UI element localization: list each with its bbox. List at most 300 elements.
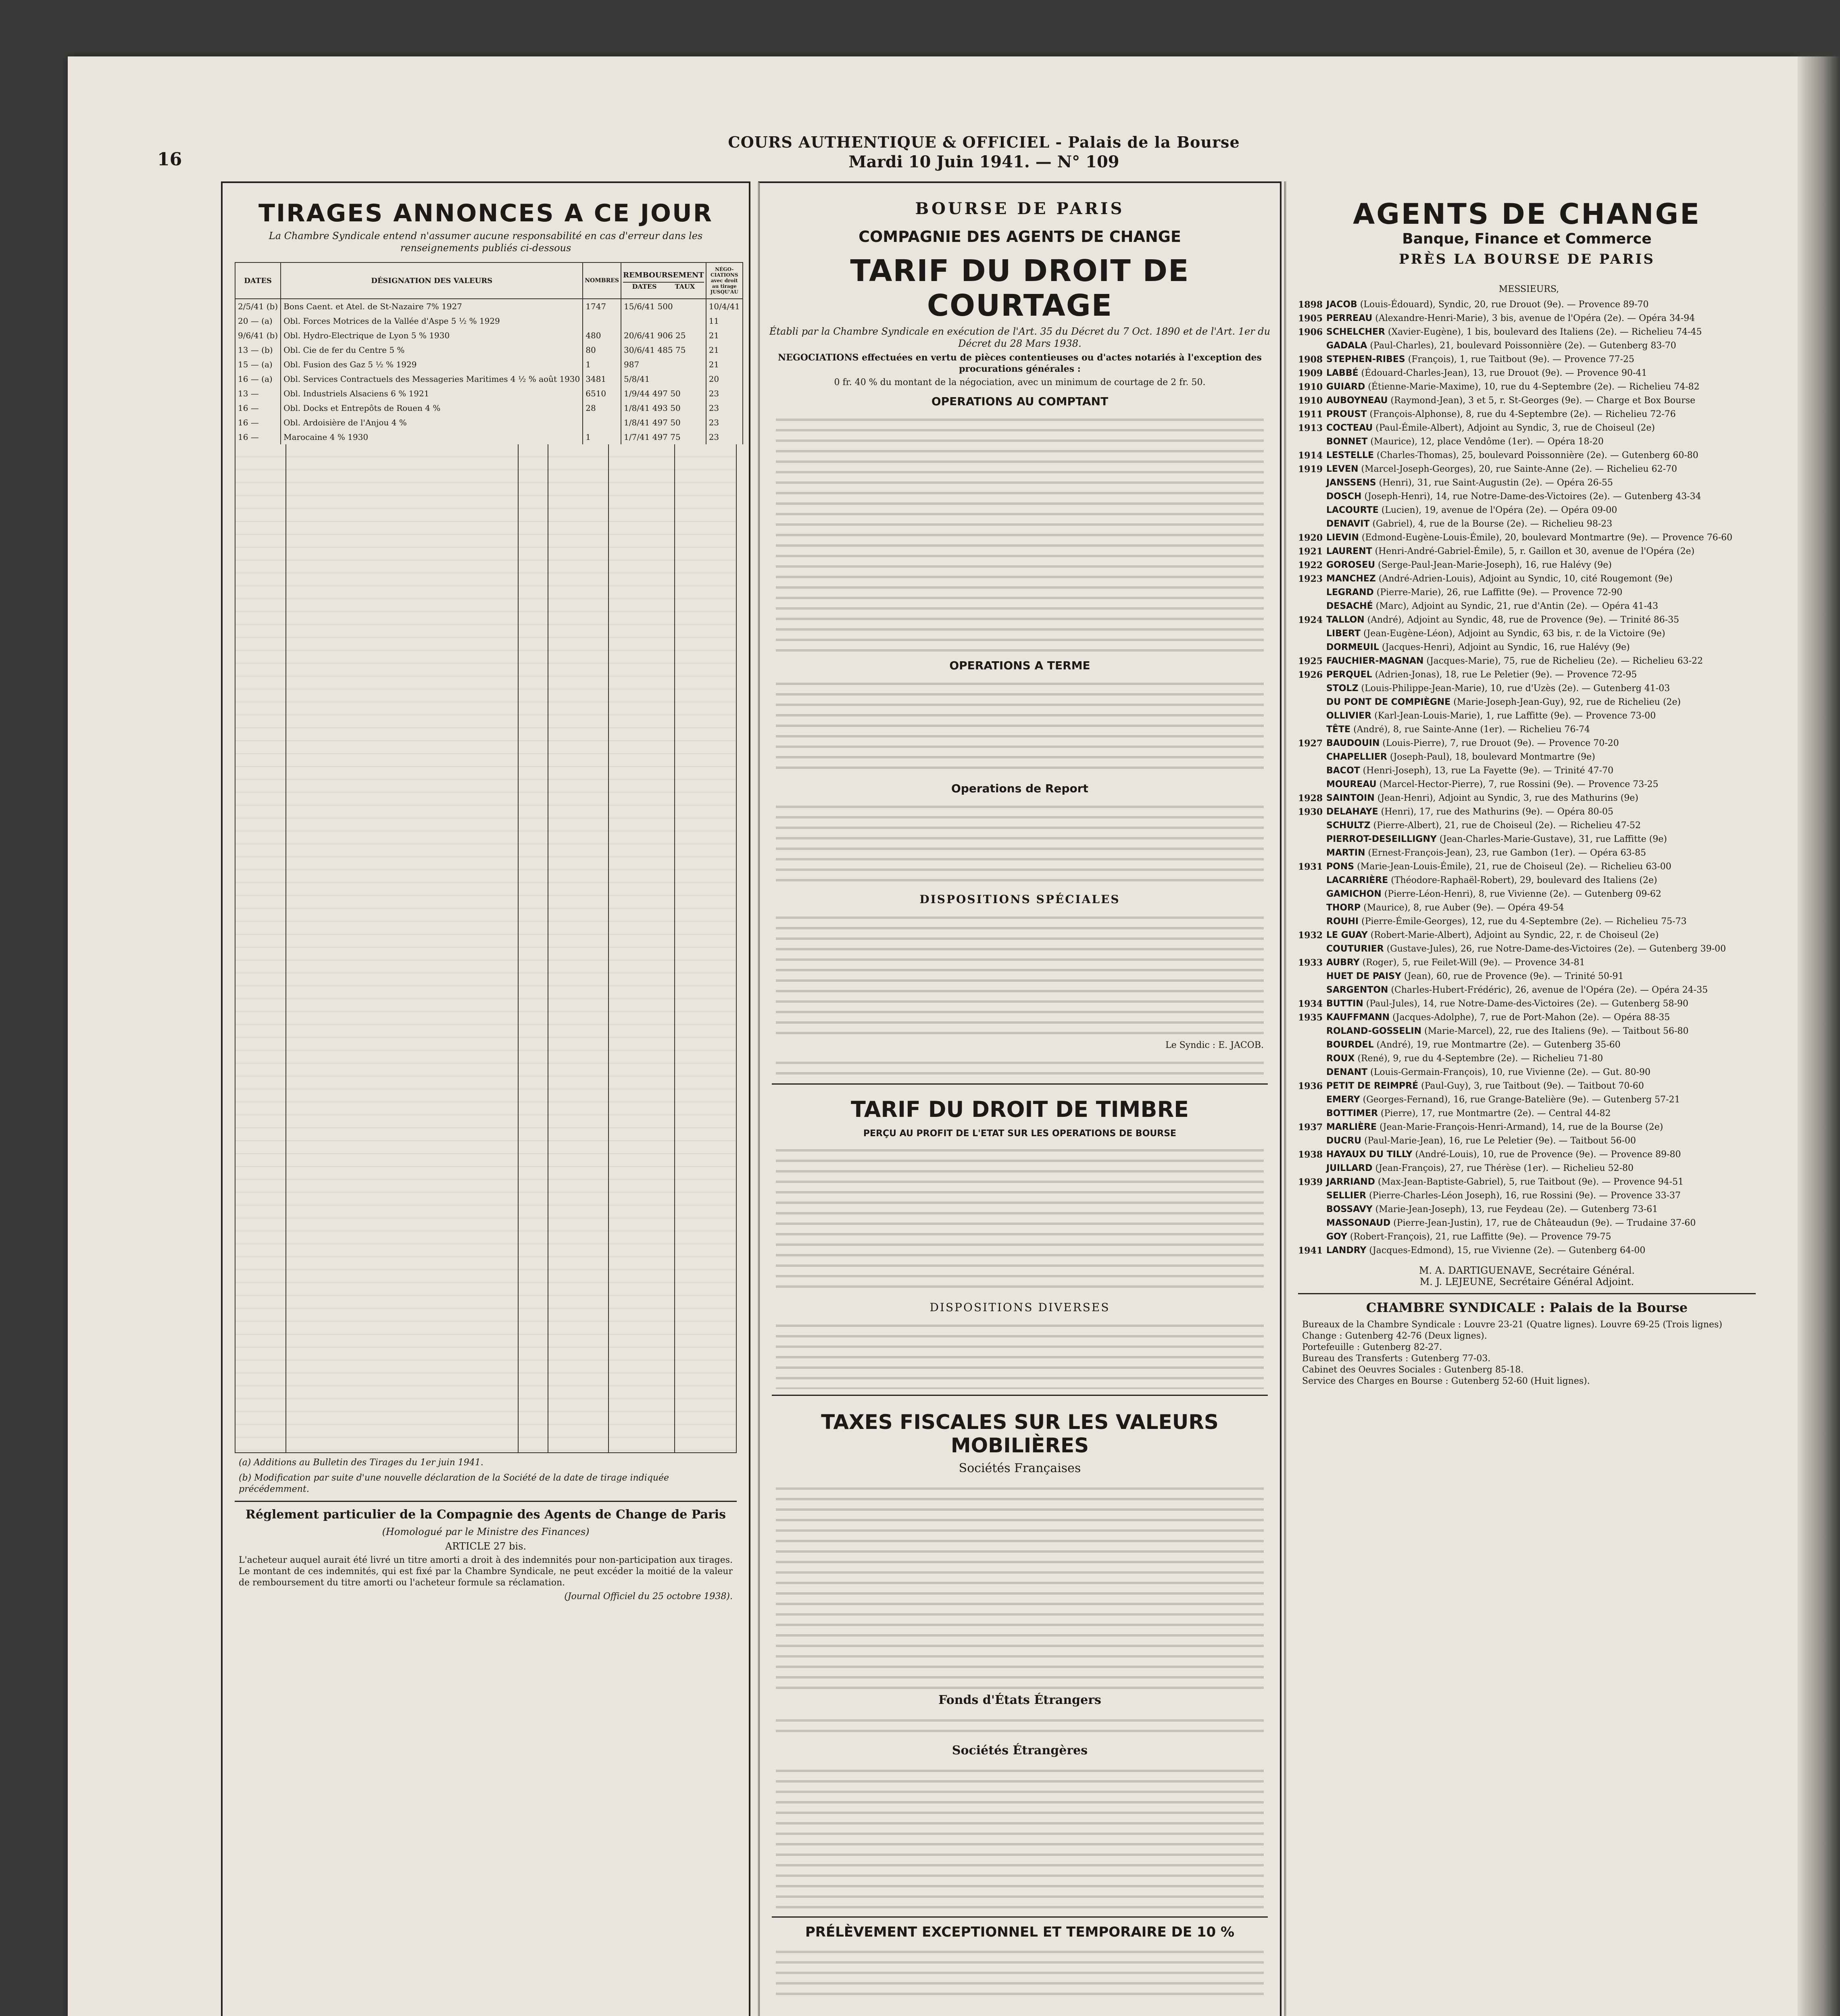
agent-name: MASSONAUD [1326,1218,1391,1228]
agent-name: BONNET [1326,437,1368,447]
agent-address: (Pierre-Albert), 21, rue de Choiseul (2e). — Richelieu 47-52 [1373,821,1641,831]
agent-address: (André), Adjoint au Syndic, 48, rue de Provence (9e). — Trinité 86-35 [1367,615,1680,625]
text-block [776,1141,1264,1294]
agent-entry [1298,367,1760,379]
agents-title: AGENTS DE CHANGE [1353,198,1701,231]
th-designation: DÉSIGNATION DES VALEURS [281,262,583,299]
agent-entry [1298,984,1760,996]
agent-year [1298,340,1326,352]
agent-entry [1298,395,1760,407]
agent-details [1326,587,1760,599]
publication-title: COURS AUTHENTIQUE & OFFICIEL - Palais de la Bourse [728,133,1240,151]
agent-name: COCTEAU [1326,423,1373,433]
agent-address: (André-Adrien-Louis), Adjoint au Syndic, 10, cité Rougemont (9e) [1378,574,1673,584]
agent-year: 1937 [1298,1122,1323,1133]
agent-details [1326,450,1760,462]
agent-address: (Étienne-Marie-Maxime), 10, rue du 4-Septembre (2e). — Richelieu 74-82 [1368,382,1700,392]
agent-address: (Pierre), 17, rue Montmartre (2e). — Central 44-82 [1381,1108,1611,1118]
agent-address: (Paul-Jules), 14, rue Notre-Dame-des-Victoires (2e). — Gutenberg 58-90 [1366,999,1688,1009]
cell-remb [621,299,706,314]
agent-name: BOSSAVY [1326,1204,1373,1214]
table-row [235,372,743,386]
cell-date: 20 — (a) [235,314,281,328]
agent-address: (Louis-Pierre), 7, rue Drouot (9e). — Provence 70-20 [1382,738,1619,748]
agent-name: DELAHAYE [1326,807,1378,817]
agent-year [1298,436,1326,448]
cell-date: 2/5/41 (b) [235,299,281,314]
agent-name: KAUFFMANN [1326,1012,1390,1023]
agent-details [1326,902,1760,914]
agent-name: AUBOYNEAU [1326,396,1388,406]
timbre-sub: PERÇU AU PROFIT DE L'ETAT SUR LES OPERATIONS DE BOURSE [863,1129,1177,1139]
cell-date: 16 — [235,401,281,415]
agent-entry [1298,1231,1760,1243]
agent-address: (Maurice), 12, place Vendôme (1er). — Opéra 18-20 [1370,437,1604,447]
agent-year [1298,779,1326,791]
agent-year: 1933 [1298,958,1323,968]
agent-details [1326,724,1760,736]
cell-nombre: 3481 [583,372,621,386]
cell-date: 16 — [235,430,281,444]
agent-details [1326,1190,1760,1202]
agent-address: (Charles-Thomas), 25, boulevard Poissonnière (2e). — Gutenberg 60-80 [1377,450,1698,460]
agent-year: 1910 [1298,382,1323,392]
agent-address: (Xavier-Eugène), 1 bis, boulevard des Italiens (2e). — Richelieu 74-45 [1388,327,1702,337]
cell-date: 13 — (b) [235,343,281,357]
cell-nombre: 28 [583,401,621,415]
cell-nego: 23 [706,430,743,444]
agent-entry [1298,1108,1760,1120]
cell-designation: Marocaine 4 % 1930 [281,430,583,444]
agent-name: LABBÉ [1326,368,1359,378]
agent-name: LEGRAND [1326,587,1374,598]
agent-details [1326,957,1760,969]
agent-entry [1298,1012,1760,1024]
agent-name: BOURDEL [1326,1040,1374,1050]
agent-details [1326,532,1760,544]
op-terme-heading: OPERATIONS A TERME [949,659,1090,672]
agent-name: LACARRIÈRE [1326,875,1388,885]
cell-remb [621,314,706,328]
agent-name: EMERY [1326,1095,1360,1105]
agent-details [1326,971,1760,983]
agents-sub: Banque, Finance et Commerce [1402,231,1652,247]
agent-entry [1298,477,1760,489]
agent-address: (Roger), 5, rue Feilet-Will (9e). — Provence 34-81 [1362,958,1585,968]
agent-year: 1911 [1298,409,1323,420]
cell-remb [621,357,706,372]
cell-remb-taux: 987 [624,360,640,369]
agent-address: (Paul-Marie-Jean), 16, rue Le Peletier (9e). — Taitbout 56-00 [1364,1136,1636,1146]
agent-address: (Pierre-Émile-Georges), 12, rue du 4-Septembre (2e). — Richelieu 75-73 [1361,916,1687,927]
bourse-heading: BOURSE DE PARIS [915,199,1125,218]
agent-name: BUTTIN [1326,999,1363,1009]
agent-address: (Raymond-Jean), 3 et 5, r. St-Georges (9e). — Charge et Box Bourse [1390,396,1696,406]
agent-entry [1298,504,1760,516]
agent-year: 1910 [1298,396,1323,406]
agent-details [1326,1204,1760,1216]
agent-year [1298,600,1326,612]
agent-entry [1298,1176,1760,1188]
agent-entry [1298,1080,1760,1092]
tirages-note: La Chambre Syndicale entend n'assumer aucune responsabilité en cas d'erreur dans les renseignements publiés ci-dessous [269,230,703,254]
agents-sub2: PRÈS LA BOURSE DE PARIS [1399,251,1655,267]
cell-remb-taux: 493 50 [652,403,681,413]
table-row [235,343,743,357]
agent-name: LEVEN [1326,464,1359,474]
agent-details [1326,1245,1760,1257]
agent-entry [1298,628,1760,640]
agent-address: (Paul-Guy), 3, rue Taitbout (9e). — Taitbout 70-60 [1421,1081,1644,1091]
agent-name: PONS [1326,862,1354,872]
agent-address: (Serge-Paul-Jean-Marie-Joseph), 16, rue Halévy (9e) [1378,560,1612,570]
cell-remb-taux: 500 [657,302,673,311]
cell-designation: Obl. Hydro-Electrique de Lyon 5 % 1930 [281,328,583,343]
agent-year [1298,833,1326,846]
agent-entry [1298,820,1760,832]
cell-nego: 23 [706,415,743,430]
agent-name: MARLIÈRE [1326,1122,1377,1132]
agent-entry [1298,450,1760,462]
agent-year [1298,710,1326,722]
cell-designation: Obl. Services Contractuels des Messageries Maritimes 4 ½ % août 1930 [281,372,583,386]
agent-name: BACOT [1326,766,1360,776]
agent-year [1298,1025,1326,1037]
agent-year: 1898 [1298,300,1323,310]
cell-remb-taux: 497 50 [652,389,681,398]
agent-name: BOTTIMER [1326,1108,1378,1118]
cell-remb-date: 5/8/41 [624,374,650,384]
agent-name: PERQUEL [1326,670,1372,680]
agent-details [1326,559,1760,571]
agent-name: GADALA [1326,341,1367,351]
agent-address: (Pierre-Léon-Henri), 8, rue Vivienne (2e). — Gutenberg 09-62 [1384,889,1661,899]
agent-year [1298,1217,1326,1229]
agent-year [1298,751,1326,763]
agent-address: (Jean-Henri), Adjoint au Syndic, 3, rue des Mathurins (9e) [1377,793,1638,803]
cell-remb-date: 1/8/41 [624,403,650,413]
agent-entry [1298,861,1760,873]
agent-year: 1941 [1298,1245,1323,1256]
soc-etr-heading: Sociétés Étrangères [952,1743,1088,1758]
agent-address: (Edmond-Eugène-Louis-Émile), 20, boulevard Montmartre (9e). — Provence 76-60 [1361,533,1733,543]
cell-remb [621,343,706,357]
agent-details [1326,573,1760,585]
agent-entry [1298,806,1760,818]
agent-name: GUIARD [1326,382,1365,392]
chambre-line: Service des Charges en Bourse : Gutenberg 52-60 (Huit lignes). [1302,1376,1590,1386]
agent-entry [1298,1204,1760,1216]
agent-name: DENANT [1326,1067,1368,1077]
agent-name: LANDRY [1326,1245,1367,1256]
agent-year [1298,1094,1326,1106]
agent-details [1326,737,1760,750]
cell-remb [621,328,706,343]
agent-address: (Karl-Jean-Louis-Marie), 1, rue Laffitte (9e). — Provence 73-00 [1374,711,1656,721]
agent-year: 1936 [1298,1081,1323,1091]
agent-entry [1298,587,1760,599]
agent-details [1326,1121,1760,1133]
tirages-table [235,262,743,444]
messieurs-label: MESSIEURS, [1498,284,1559,294]
chambre-line: Cabinet des Oeuvres Sociales : Gutenberg 85-18. [1302,1365,1524,1375]
agent-details [1326,477,1760,489]
cell-designation: Obl. Docks et Entrepôts de Rouen 4 % [281,401,583,415]
agent-address: (Adrien-Jonas), 18, rue Le Peletier (9e). — Provence 72-95 [1375,670,1637,680]
text-block [776,410,1264,652]
agent-name: LACOURTE [1326,505,1379,515]
agent-year [1298,477,1326,489]
agent-year: 1924 [1298,615,1323,625]
agent-details [1326,1025,1760,1037]
cell-remb [621,372,706,386]
cell-remb-date: 15/6/41 [624,302,655,311]
agent-details [1326,1217,1760,1229]
agent-name: SCHELCHER [1326,327,1385,337]
agent-name: COUTURIER [1326,944,1384,954]
cell-remb-date: 1/9/44 [624,389,650,398]
agent-details [1326,1066,1760,1079]
page-header [157,133,1286,173]
agent-name: PETIT DE REIMPRÉ [1326,1081,1419,1091]
syndic-signature: Le Syndic : E. JACOB. [1165,1040,1264,1050]
footnote-b: (b) Modification par suite d'une nouvelle déclaration de la Société de la date de tirage indiquée précédemment. [239,1473,669,1494]
agent-details [1326,984,1760,996]
agent-entry [1298,600,1760,612]
agent-details [1326,504,1760,516]
cell-designation: Obl. Ardoisière de l'Anjou 4 % [281,415,583,430]
agent-entry [1298,381,1760,393]
agent-address: (Pierre-Charles-Léon Joseph), 16, rue Rossini (9e). — Provence 33-37 [1369,1191,1681,1201]
agent-details [1326,833,1760,846]
agent-name: TALLON [1326,615,1365,625]
agent-year: 1928 [1298,793,1323,804]
agent-name: LIEVIN [1326,533,1359,543]
cell-nego: 10/4/41 [706,299,743,314]
courtage-column [758,181,1282,2016]
agent-year [1298,1039,1326,1051]
agent-address: (François), 1, rue Taitbout (9e). — Provence 77-25 [1408,354,1634,364]
agent-details [1326,655,1760,667]
agent-entry [1298,614,1760,626]
agent-details [1326,1094,1760,1106]
agent-address: (Gustave-Jules), 26, rue Notre-Dame-des-Victoires (2e). — Gutenberg 39-00 [1386,944,1726,954]
agent-entry [1298,737,1760,750]
agent-year [1298,628,1326,640]
agent-year: 1931 [1298,862,1323,872]
agent-entry [1298,1217,1760,1229]
op-comptant-heading: OPERATIONS AU COMPTANT [931,395,1109,408]
agent-year [1298,1135,1326,1147]
agent-year [1298,587,1326,599]
agent-entry [1298,1121,1760,1133]
agent-year [1298,1053,1326,1065]
agent-entry [1298,971,1760,983]
agent-name: MANCHEZ [1326,574,1376,584]
cell-nombre: 1 [583,357,621,372]
agent-details [1326,408,1760,421]
agent-details [1326,1162,1760,1175]
cell-designation: Obl. Industriels Alsaciens 6 % 1921 [281,386,583,401]
agent-address: (Henri), 31, rue Saint-Augustin (2e). — Opéra 26-55 [1379,478,1613,488]
agent-name: SELLIER [1326,1191,1367,1201]
secretaire-adjoint: M. J. LEJEUNE, Secrétaire Général Adjoint. [1419,1276,1634,1287]
agent-year: 1905 [1298,313,1323,324]
agent-entry [1298,683,1760,695]
agent-entry [1298,340,1760,352]
agent-address: (Marc), Adjoint au Syndic, 21, rue d'Antin (2e). — Opéra 41-43 [1375,601,1659,611]
agent-entry [1298,792,1760,804]
agent-details [1326,1053,1760,1065]
agent-address: (Joseph-Paul), 18, boulevard Montmartre (9e) [1390,752,1595,762]
agent-address: (Jean), 60, rue de Provence (9e). — Trinité 50-91 [1404,971,1624,981]
cell-nombre: 480 [583,328,621,343]
agent-details [1326,1012,1760,1024]
agent-year [1298,1190,1326,1202]
secretaire-general: M. A. DARTIGUENAVE, Secrétaire Général. [1419,1265,1635,1276]
footnote-a: (a) Additions au Bulletin des Tirages du 1er juin 1941. [239,1458,483,1468]
reglement-sub: (Homologué par le Ministre des Finances) [382,1526,590,1537]
agent-year: 1930 [1298,807,1323,817]
agent-address: (Jean-François), 27, rue Thérèse (1er). — Richelieu 52-80 [1375,1163,1634,1173]
agent-entry [1298,710,1760,722]
agent-name: MARTIN [1326,848,1365,858]
agent-address: (Jacques-Edmond), 15, rue Vivienne (2e). — Gutenberg 64-00 [1369,1245,1646,1256]
agent-details [1326,1039,1760,1051]
agent-year [1298,641,1326,654]
cell-remb-taux: 906 25 [657,331,686,340]
cell-nego: 21 [706,357,743,372]
agent-details [1326,628,1760,640]
agent-details [1326,312,1760,325]
agent-details [1326,491,1760,503]
tirages-column [221,181,750,2016]
agent-entry [1298,1053,1760,1065]
agent-year: 1908 [1298,354,1323,365]
agent-details [1326,1080,1760,1092]
agent-address: (Jacques-Marie), 75, rue de Richelieu (2e). — Richelieu 63-22 [1426,656,1703,666]
agent-address: (Marie-Joseph-Jean-Guy), 92, rue de Richelieu (2e) [1453,697,1681,707]
agent-entry [1298,641,1760,654]
cell-date: 16 — [235,415,281,430]
agent-details [1326,367,1760,379]
agent-entry [1298,669,1760,681]
agent-year [1298,1204,1326,1216]
agent-details [1326,436,1760,448]
agent-name: SCHULTZ [1326,821,1371,831]
agent-details [1326,600,1760,612]
cell-remb-date: 1/8/41 [624,418,650,427]
agent-year [1298,943,1326,955]
agent-name: HAYAUX DU TILLY [1326,1150,1413,1160]
journal-reference: (Journal Officiel du 25 octobre 1938). [564,1591,733,1602]
agent-name: DOSCH [1326,492,1362,502]
agent-address: (Henri), 17, rue des Mathurins (9e). — Opéra 80-05 [1381,807,1613,817]
cell-remb [621,415,706,430]
agent-name: DESACHÉ [1326,601,1373,611]
cell-designation: Obl. Forces Motrices de la Vallée d'Aspe 5 ½ % 1929 [281,314,583,328]
agent-address: (Max-Jean-Baptiste-Gabriel), 5, rue Taitbout (9e). — Provence 94-51 [1377,1177,1684,1187]
tirages-title: TIRAGES ANNONCES A CE JOUR [258,199,713,227]
agent-entry [1298,957,1760,969]
agent-details [1326,340,1760,352]
agent-entry [1298,902,1760,914]
agent-year [1298,1231,1326,1243]
agent-year: 1923 [1298,574,1323,584]
chambre-line: Change : Gutenberg 42-76 (Deux lignes). [1302,1331,1487,1341]
cell-remb-date: 1/7/41 [624,432,650,442]
agent-year: 1906 [1298,327,1323,337]
binding-spine [1798,56,1840,2016]
compagnie-heading: COMPAGNIE DES AGENTS DE CHANGE [859,228,1181,246]
agent-details [1326,395,1760,407]
table-row [235,430,743,444]
cell-nego: 21 [706,328,743,343]
cell-remb-date: 20/6/41 [624,331,655,340]
agents-list [1298,283,1760,1257]
agent-year: 1909 [1298,368,1323,379]
agent-address: (Jean-Marie-François-Henri-Armand), 14, rue de la Bourse (2e) [1379,1122,1663,1132]
agent-year: 1920 [1298,533,1323,543]
agent-entry [1298,1094,1760,1106]
agent-entry [1298,765,1760,777]
cell-nego: 11 [706,314,743,328]
agent-address: (Jean-Charles-Marie-Gustave), 31, rue Laffitte (9e) [1439,834,1667,844]
th-remboursement [621,262,706,299]
agent-address: (Louis-Philippe-Jean-Marie), 10, rue d'Uzès (2e). — Gutenberg 41-03 [1361,683,1670,694]
table-row [235,386,743,401]
agent-address: (Théodore-Raphaël-Robert), 29, boulevard des Italiens (2e) [1391,875,1657,885]
agent-address: (Jacques-Henri), Adjoint au Syndic, 16, rue Halévy (9e) [1382,642,1630,652]
table-row [235,401,743,415]
agent-year: 1932 [1298,930,1323,941]
cell-remb [621,401,706,415]
agent-year [1298,491,1326,503]
agent-year: 1938 [1298,1150,1323,1160]
agent-name: PROUST [1326,409,1367,419]
agent-address: (André), 19, rue Montmartre (2e). — Gutenberg 35-60 [1376,1040,1621,1050]
page-number: 16 [157,149,182,170]
agent-name: SARGENTON [1326,985,1388,995]
disp-diverses-heading: DISPOSITIONS DIVERSES [929,1301,1110,1314]
cell-designation: Bons Caent. et Atel. de St-Nazaire 7% 1927 [281,299,583,314]
agent-address: (Georges-Fernand), 16, rue Grange-Batelière (9e). — Gutenberg 57-21 [1363,1095,1680,1105]
agent-name: THORP [1326,903,1361,913]
th-dates: DATES [235,262,281,299]
agent-address: (Gabriel), 4, rue de la Bourse (2e). — Richelieu 98-23 [1372,519,1613,529]
agent-name: TÊTE [1326,725,1351,735]
agent-entry [1298,559,1760,571]
agent-details [1326,792,1760,804]
agent-address: (Louis-Germain-François), 10, rue Vivienne (2e). — Gut. 80-90 [1370,1067,1650,1077]
agent-entry [1298,779,1760,791]
agent-entry [1298,1190,1760,1202]
agent-address: (Charles-Hubert-Frédéric), 26, avenue de l'Opéra (2e). — Opéra 24-35 [1391,985,1708,995]
agent-entry [1298,1135,1760,1147]
agent-year: 1939 [1298,1177,1323,1187]
agent-details [1326,998,1760,1010]
agent-address: (Henri-Joseph), 13, rue La Fayette (9e). — Trinité 47-70 [1363,766,1614,776]
agent-name: LIBERT [1326,629,1361,639]
article-text: L'acheteur auquel aurait été livré un titre amorti a droit à des indemnités pour non-participation aux tirages. Le montant de ces indemnités, qui est fixé par la Chambre Syndicale, ne peut excéder la moitié de la valeur de remboursement du titre amorti ou l'acheteur formule sa réclamation. [239,1555,733,1588]
agent-entry [1298,1162,1760,1175]
agent-entry [1298,929,1760,941]
agent-address: (André), 8, rue Sainte-Anne (1er). — Richelieu 76-74 [1353,725,1590,735]
agent-address: (Marie-Jean-Joseph), 13, rue Feydeau (2e). — Gutenberg 73-61 [1375,1204,1658,1214]
agent-name: JANSSENS [1326,478,1376,488]
agent-year: 1927 [1298,738,1323,749]
agent-details [1326,875,1760,887]
